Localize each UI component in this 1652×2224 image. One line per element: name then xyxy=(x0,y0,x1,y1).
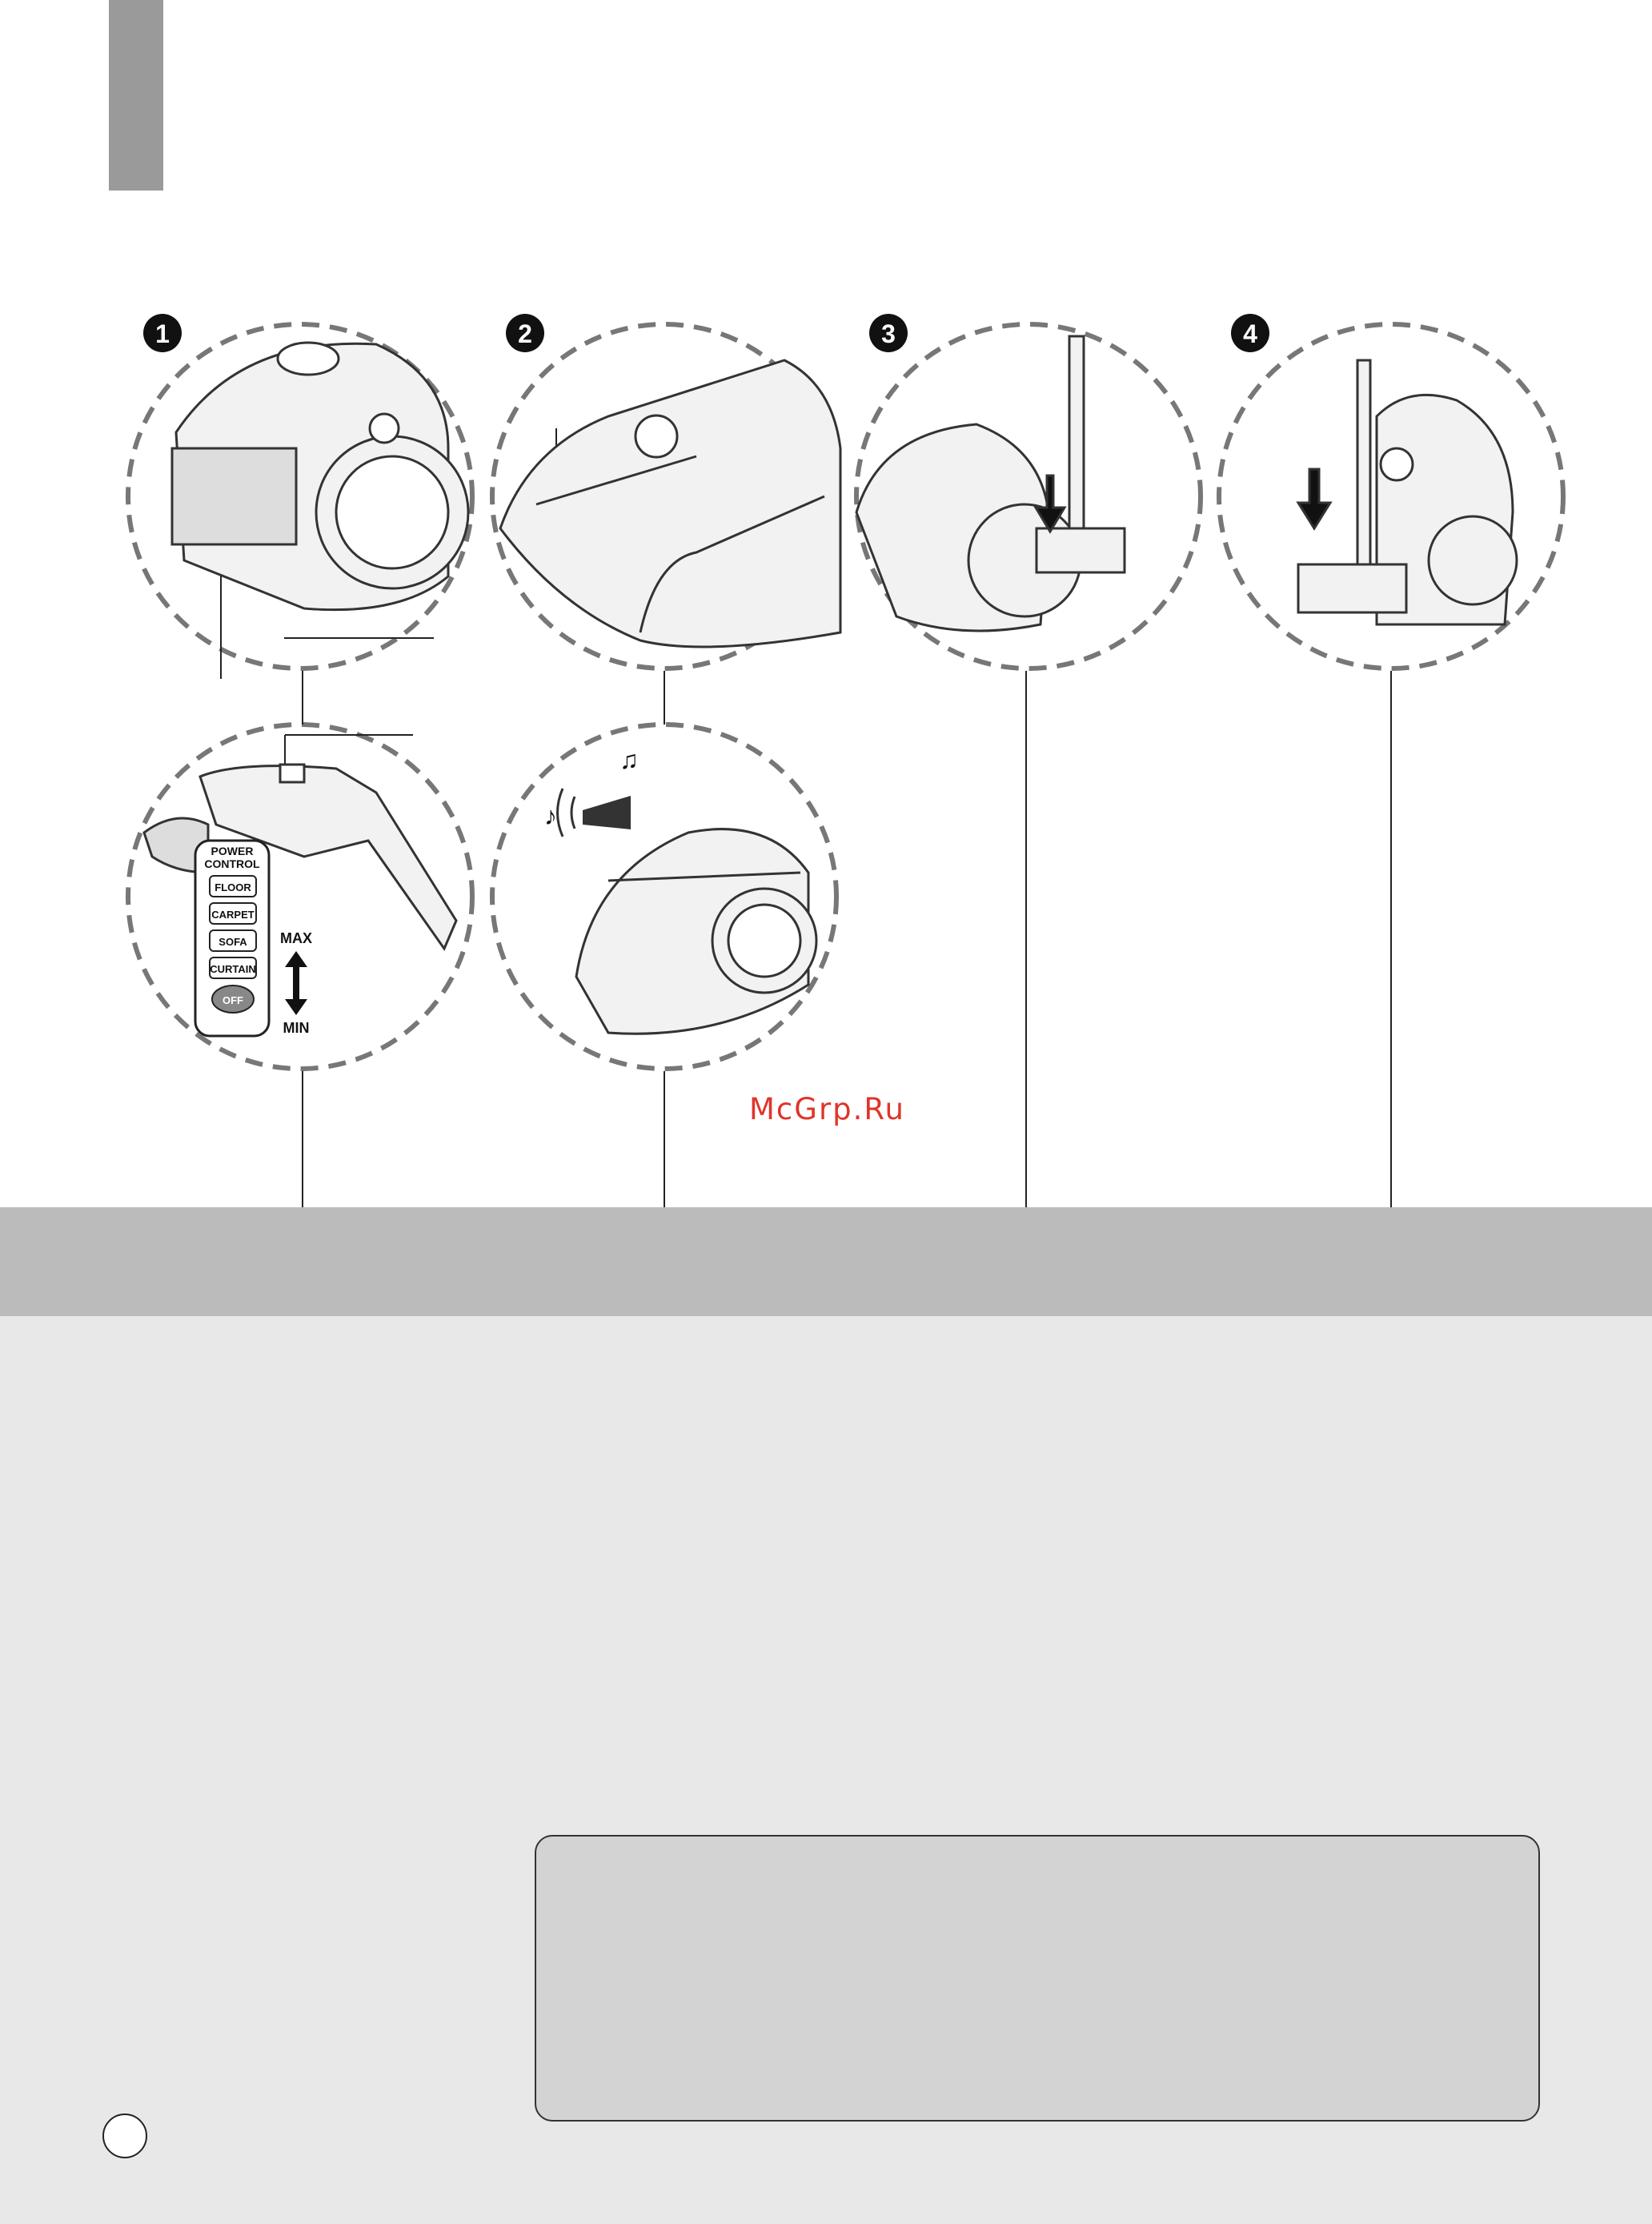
page-number-circle xyxy=(102,2114,147,2158)
step-number-2: 2 xyxy=(518,319,532,348)
power-control-title-1: POWER xyxy=(211,845,254,857)
watermark: McGrp.Ru xyxy=(749,1092,905,1126)
off-label: OFF xyxy=(223,994,243,1006)
vacuum-parking-illustration xyxy=(856,336,1125,631)
vacuum-beep-illustration xyxy=(544,745,816,1034)
step-number-3: 3 xyxy=(881,319,896,348)
music-note-icon: ♪ xyxy=(544,801,557,830)
note-box xyxy=(535,1835,1540,2122)
vacuum-storage-illustration xyxy=(1298,360,1517,624)
power-range-arrow-icon xyxy=(285,951,307,1015)
caption-band xyxy=(0,1207,1652,1316)
max-label: MAX xyxy=(280,930,312,946)
mode-label-curtain: CURTAIN xyxy=(210,963,256,975)
mode-label-sofa: SOFA xyxy=(219,936,247,948)
power-control-panel xyxy=(195,841,312,1036)
sound-arrow-icon xyxy=(583,796,631,829)
vacuum-lid-illustration xyxy=(500,360,840,647)
min-label: MIN xyxy=(283,1020,310,1036)
step-number-1: 1 xyxy=(155,319,170,348)
mode-label-carpet: CARPET xyxy=(211,909,255,921)
hose-handle-illustration xyxy=(144,765,456,949)
vacuum-cord-reel-illustration xyxy=(172,343,468,610)
mode-label-floor: FLOOR xyxy=(215,881,251,893)
power-control-title-2: CONTROL xyxy=(204,857,260,870)
music-note-icon-2: ♫ xyxy=(620,745,639,774)
step-number-4: 4 xyxy=(1243,319,1257,348)
